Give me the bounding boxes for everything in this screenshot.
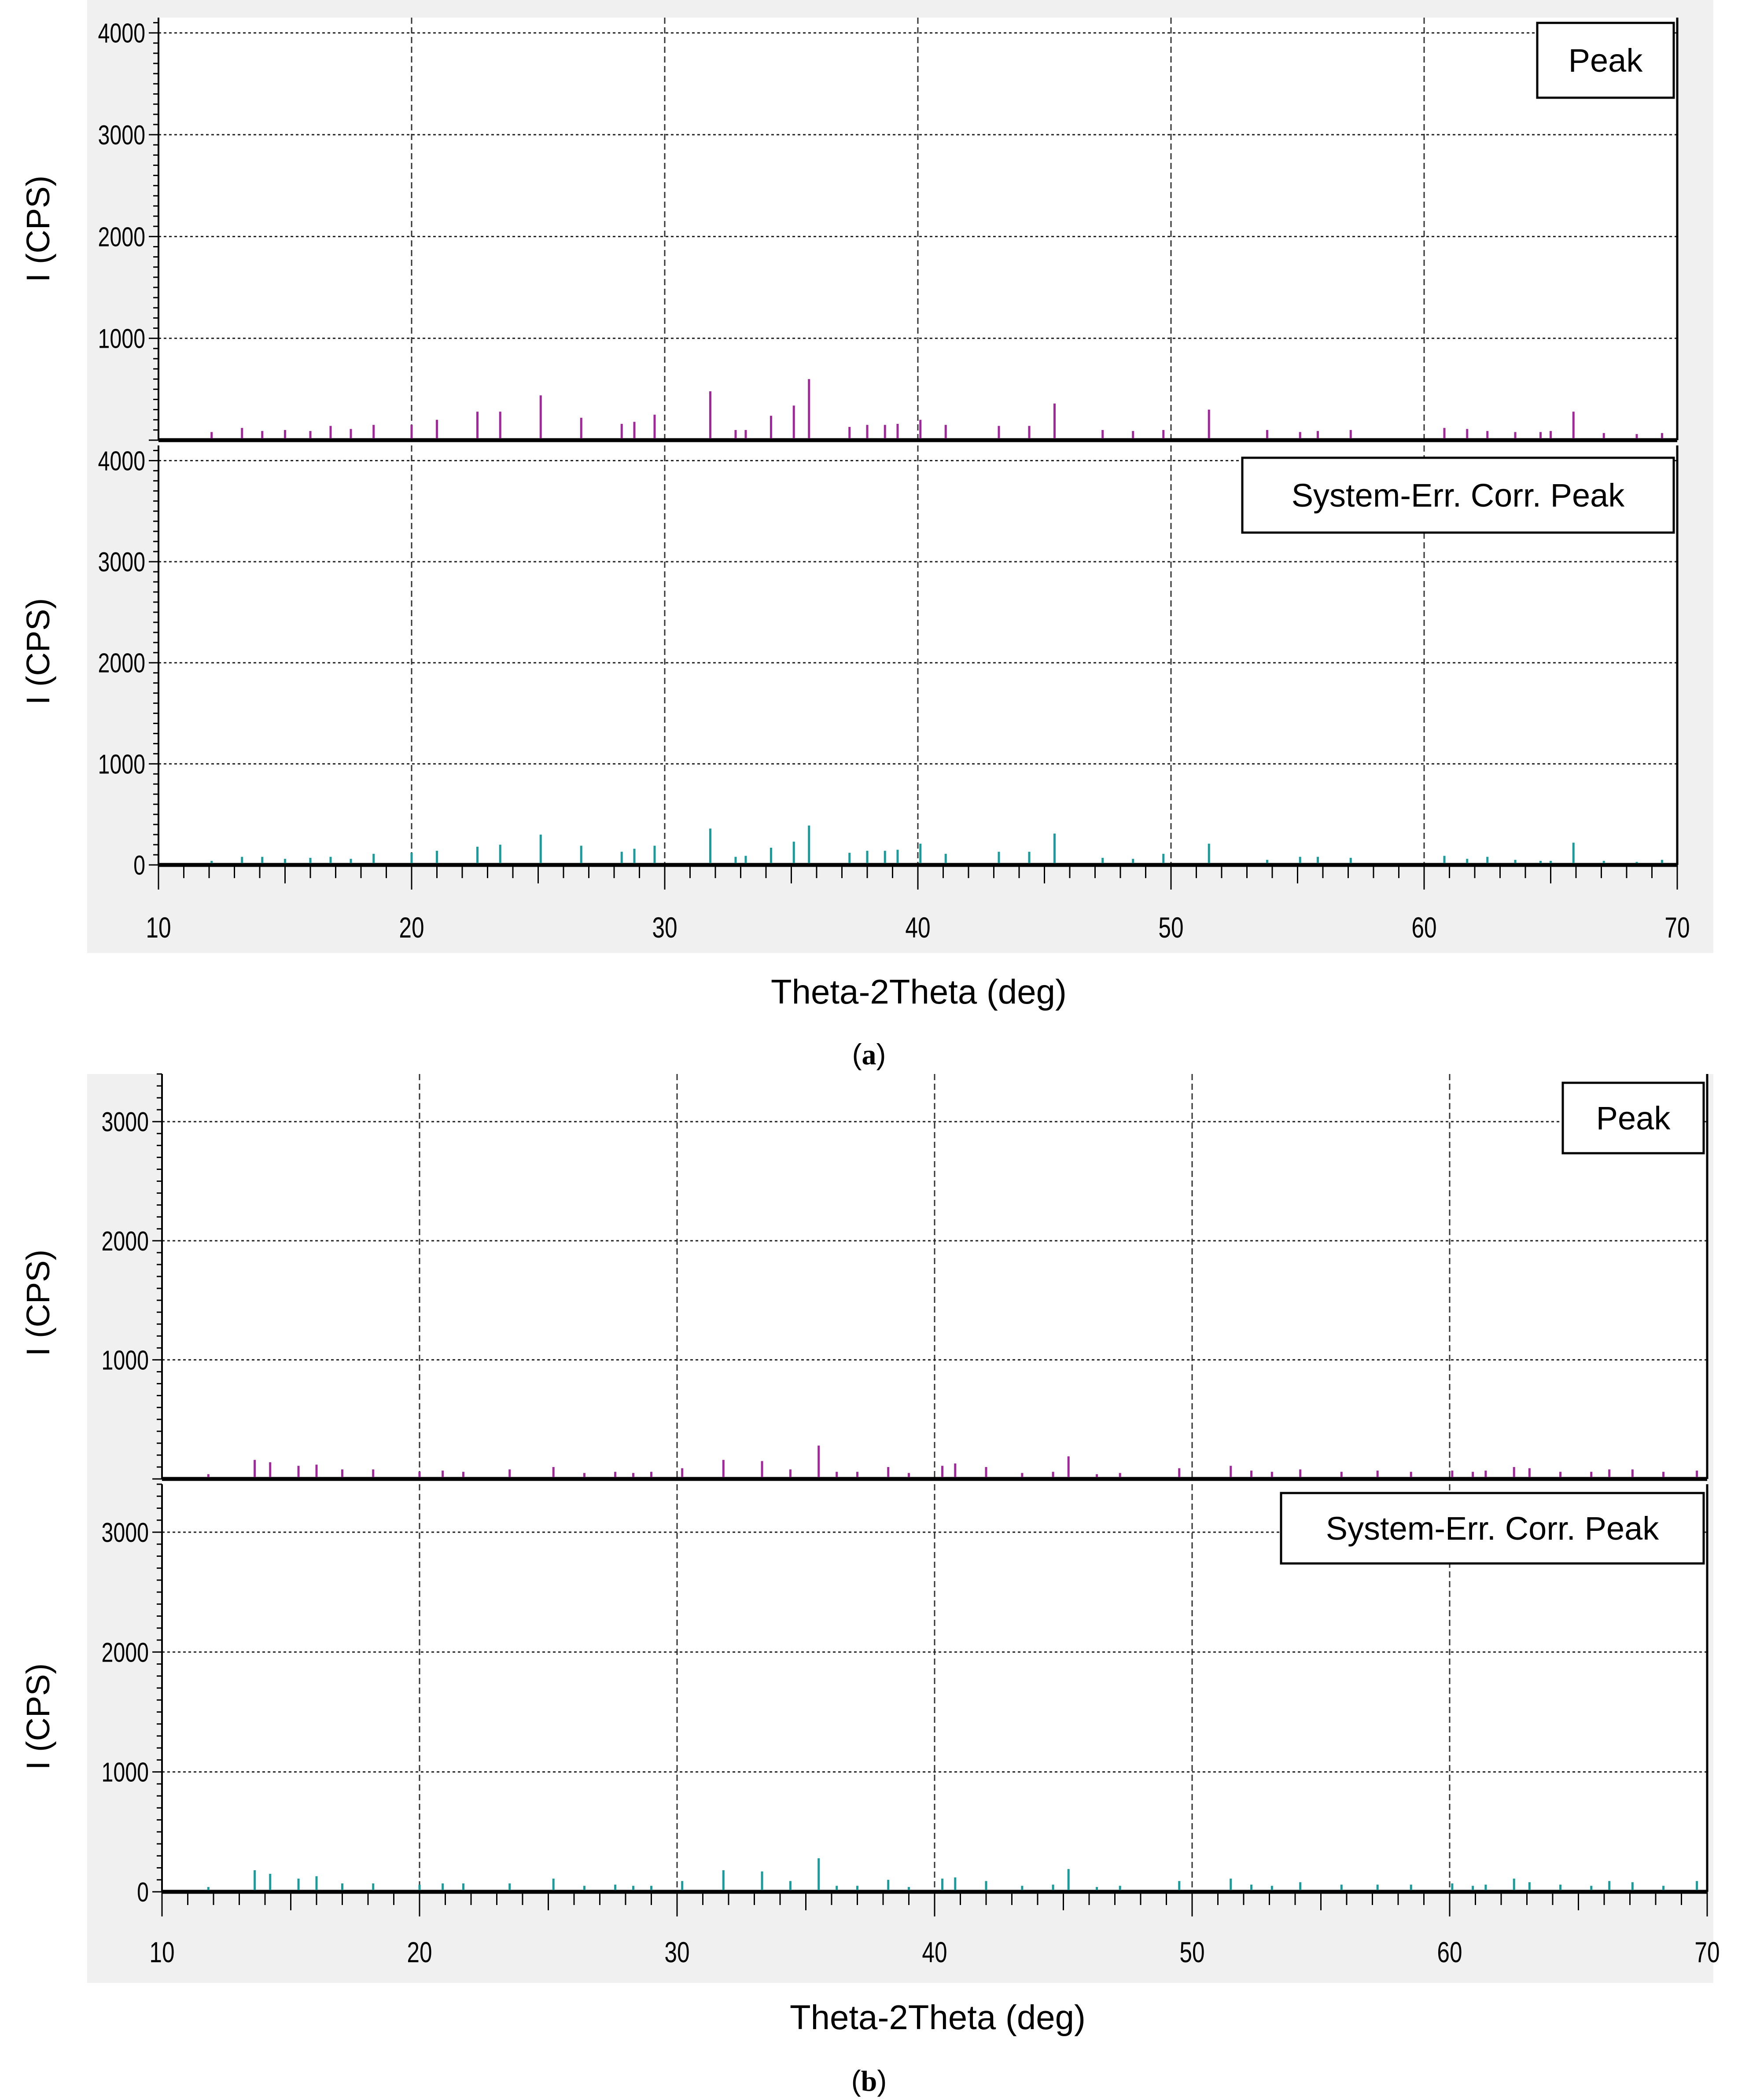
chart-b-top-ytick-label: 2000 xyxy=(101,1226,149,1257)
chart-b-bottom-xtick-label: 20 xyxy=(407,1935,432,1969)
chart-a-top-ylabel: I (CPS) xyxy=(20,175,56,283)
panel-a-label: (a) xyxy=(852,1038,886,1071)
chart-b-bottom-ylabel: I (CPS) xyxy=(20,1663,56,1770)
chart-a-bottom-xtick-label: 40 xyxy=(905,911,931,944)
panel-b-label-letter: b xyxy=(861,2065,877,2097)
chart-a-top-ytick-label: 1000 xyxy=(98,323,145,354)
chart-b-bottom-xtick-label: 30 xyxy=(664,1935,690,1969)
chart-a-bottom-ytick-label: 0 xyxy=(133,850,145,881)
chart-a-bottom-ytick-label: 2000 xyxy=(98,647,145,679)
chart-b-top-legend-label: Peak xyxy=(1596,1100,1671,1136)
chart-a-bottom-ylabel: I (CPS) xyxy=(20,598,56,705)
chart-b-bottom-ytick-label: 0 xyxy=(137,1877,149,1908)
panel-b-xlabel: Theta-2Theta (deg) xyxy=(789,1998,1086,2037)
chart-b-top-ylabel: I (CPS) xyxy=(20,1249,56,1357)
panel-a xyxy=(20,0,1713,1071)
chart-b-bottom-ytick-label: 2000 xyxy=(101,1637,149,1668)
chart-b-bottom-xtick-label: 10 xyxy=(149,1935,175,1969)
chart-a-top-ytick-label: 2000 xyxy=(98,221,145,252)
chart-a-bottom-xtick-label: 70 xyxy=(1664,911,1690,944)
chart-b-bottom-xtick-label: 60 xyxy=(1437,1935,1462,1969)
chart-a-bottom-ytick-label: 3000 xyxy=(98,547,145,577)
chart-a-bottom-xtick-label: 30 xyxy=(652,911,678,944)
chart-b-bottom-xtick-label: 70 xyxy=(1694,1935,1720,1969)
panel-a-label-letter: a xyxy=(862,1039,876,1071)
panel-b-label: (b) xyxy=(851,2064,887,2097)
chart-a-top-ytick-label: 3000 xyxy=(98,120,145,151)
chart-a-top-legend-label: Peak xyxy=(1568,42,1643,79)
chart-b-bottom-xtick-label: 50 xyxy=(1179,1935,1205,1969)
chart-b-bottom-xtick-label: 40 xyxy=(922,1935,947,1969)
chart-a-bottom-xtick-label: 20 xyxy=(399,911,424,944)
chart-b-bottom-ytick-label: 3000 xyxy=(101,1517,149,1548)
chart-b-bottom-ytick-label: 1000 xyxy=(101,1757,149,1788)
chart-a-bottom-xtick-label: 10 xyxy=(146,911,171,944)
chart-b-top-ytick-label: 1000 xyxy=(101,1345,149,1375)
chart-b-bottom-legend-label: System-Err. Corr. Peak xyxy=(1326,1510,1659,1547)
chart-a-bottom-xtick-label: 60 xyxy=(1411,911,1437,944)
chart-a-top-ytick-label: 4000 xyxy=(98,18,145,49)
chart-a-bottom-ytick-label: 1000 xyxy=(98,749,145,780)
panel-b xyxy=(20,1074,1720,2097)
chart-a-bottom-legend-label: System-Err. Corr. Peak xyxy=(1291,477,1625,514)
panel-a-xlabel: Theta-2Theta (deg) xyxy=(770,972,1067,1011)
chart-b-top-ytick-label: 3000 xyxy=(101,1107,149,1137)
chart-a-bottom-ytick-label: 4000 xyxy=(98,445,145,476)
chart-a-bottom-xtick-label: 50 xyxy=(1158,911,1184,944)
